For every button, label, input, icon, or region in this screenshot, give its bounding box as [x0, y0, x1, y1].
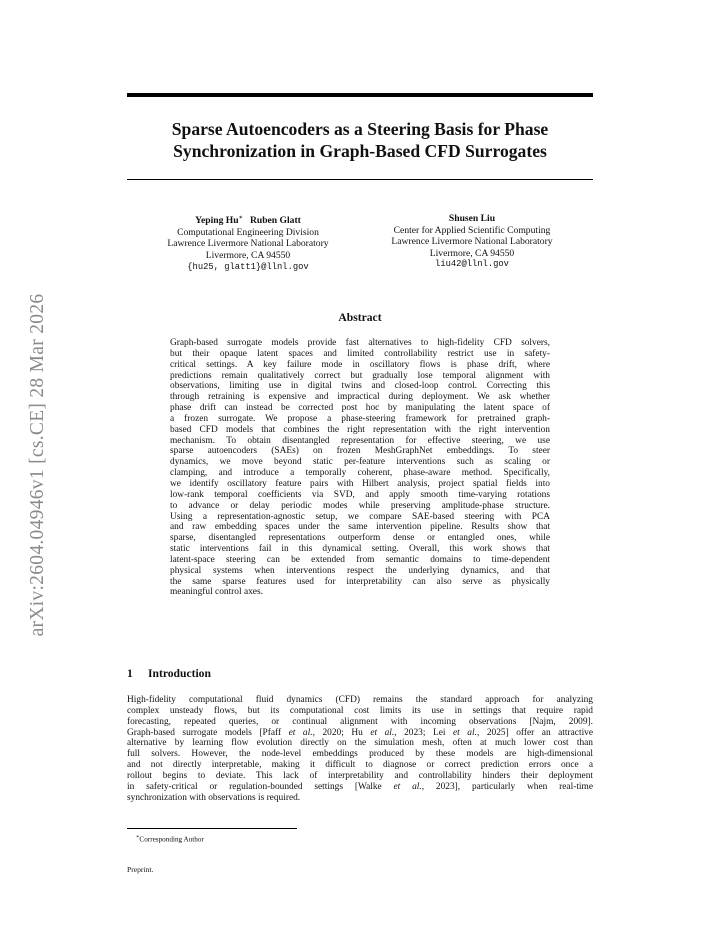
author-name: Ruben Glatt	[249, 215, 301, 227]
abstract-line: we identify oscillatory feature pairs with Hilbert analysis, project spatial fields into	[170, 478, 550, 489]
affiliation-line: Computational Engineering Division	[177, 226, 319, 238]
author-block-2	[372, 213, 572, 271]
section-heading	[127, 667, 211, 680]
abstract-line: to advance or delay periodic modes while preserving amplitude-phase structure.	[170, 500, 550, 511]
footnote	[136, 834, 204, 843]
intro-line: complex unsteady flows, but its computational cost limits its use in settings that require rapid	[127, 705, 593, 716]
title-bottom-rule	[127, 179, 593, 180]
abstract-body	[170, 338, 550, 598]
affiliation-line: Livermore, CA 94550	[429, 247, 515, 259]
footnote-mark: ∗	[136, 835, 140, 840]
section-title: Introduction	[148, 667, 211, 680]
abstract-line: Graph-based surrogate models provide fast alternatives to high-fidelity CFD solvers,	[170, 338, 550, 348]
author-email[interactable]: {hu25, glatt1}@llnl.gov	[187, 261, 309, 272]
intro-line: forecasting, repeated queries, or continual alignment with incoming observations [Najm, 2009].	[127, 716, 593, 727]
abstract-line: critical settings. A key failure mode in oscillatory flows is phase drift, where	[170, 359, 550, 370]
abstract-line: through retraining is expensive and impractical during deployment. We ask whether	[170, 392, 550, 403]
author-email[interactable]: liu42@llnl.gov	[435, 259, 509, 270]
intro-line: in safety-critical or regulation-bounded settings [Walke et al., 2023], particularly when real-time	[127, 781, 593, 792]
abstract-line: latent-space steering can be extended from semantic domains to time-dependent	[170, 554, 550, 565]
abstract-line: Using a representation-agnostic setup, we compare SAE-based steering with PCA	[170, 511, 550, 522]
abstract-line: clamping, and introduce a temporally coherent, phase-aware method. Specifically,	[170, 468, 550, 479]
author-block-1	[148, 213, 348, 273]
introduction-body	[127, 695, 593, 803]
abstract-line: physical systems when interventions respect the underlying dynamics, and that	[170, 565, 550, 576]
abstract-line: but their opaque latent spaces and limited controllability restrict use in safety-	[170, 348, 550, 359]
intro-line: Graph-based surrogate models [Pfaff et al., 2020; Hu et al., 2023; Lei et al., 2025] offer an attractive	[127, 727, 594, 738]
abstract-line: observations, limiting use in digital twins and closed-loop control. Correcting this	[170, 381, 550, 392]
abstract-line: mechanism. To obtain disentangled representation for effective steering, we use	[170, 435, 550, 446]
abstract-line: sparse, disentangled representations outperform dense or entangled ones, while	[170, 533, 550, 544]
intro-line: rollout begins to deviate. This lack of interpretability and controllability hinders their deployment	[127, 770, 593, 781]
footnote-text: Corresponding Author	[139, 835, 204, 844]
author-name: Shusen Liu	[448, 213, 496, 224]
footnote-rule	[127, 828, 297, 829]
title-top-rule	[127, 93, 593, 97]
abstract-line: low-rank temporal coefficients via SVD, and apply smooth time-varying rotations	[170, 489, 550, 500]
intro-line: High-fidelity computational fluid dynamics (CFD) remains the standard approach for analyzing	[127, 695, 593, 705]
preprint-label: Preprint.	[127, 865, 154, 874]
title-line: Synchronization in Graph-Based CFD Surrogates	[173, 141, 547, 161]
intro-line: full solvers. However, the node-level embeddings produced by these models are high-dimensional	[127, 749, 593, 760]
abstract-line: the same sparse features used for interpretability can also serve as physically	[170, 576, 550, 587]
affiliation-line: Lawrence Livermore National Laboratory	[391, 236, 553, 248]
abstract-line: a frozen surrogate. We propose a phase-steering framework for pretrained graph-	[170, 413, 550, 424]
author-name: Yeping Hu	[195, 215, 239, 227]
intro-line: alternative by learning flow evolution directly on the simulation mesh, often at much lower cost than	[127, 738, 593, 749]
affiliation-line: Center for Applied Scientific Computing	[393, 224, 551, 236]
abstract-line: meaningful control axes.	[170, 587, 263, 598]
affiliation-line: Lawrence Livermore National Laboratory	[167, 238, 329, 250]
paper-title	[120, 118, 600, 162]
abstract-line: and raw embedding spaces under the same intervention pipeline. Results show that	[170, 522, 550, 533]
arxiv-stamp: arXiv:2604.04946v1 [cs.CE] 28 Mar 2026	[27, 293, 48, 637]
section-number: 1	[127, 667, 133, 680]
author-mark: ∗	[238, 215, 243, 221]
affiliation-line: Livermore, CA 94550	[205, 249, 291, 261]
abstract-heading: Abstract	[338, 311, 382, 324]
abstract-line: sparse autoencoders (SAEs) on frozen MeshGraphNet embeddings. To steer	[170, 446, 550, 457]
intro-line: synchronization with observations is required.	[127, 792, 301, 803]
abstract-line: phase drift can instead be corrected post hoc by manipulating the latent space of	[170, 403, 550, 414]
intro-line: and not directly interpretable, making it difficult to diagnose or correct prediction errors once a	[127, 760, 593, 771]
abstract-line: static interventions fail in this dynamical setting. Overall, this work shows that	[170, 544, 550, 555]
abstract-line: based CFD models that combines the right representation with the right intervention	[170, 424, 550, 435]
title-line: Sparse Autoencoders as a Steering Basis for Phase	[171, 119, 549, 139]
abstract-line: dynamics, we move beyond static per-feature interventions such as scaling or	[170, 457, 550, 468]
abstract-line: predictions remain qualitatively correct but gradually lose temporal alignment with	[170, 370, 550, 381]
